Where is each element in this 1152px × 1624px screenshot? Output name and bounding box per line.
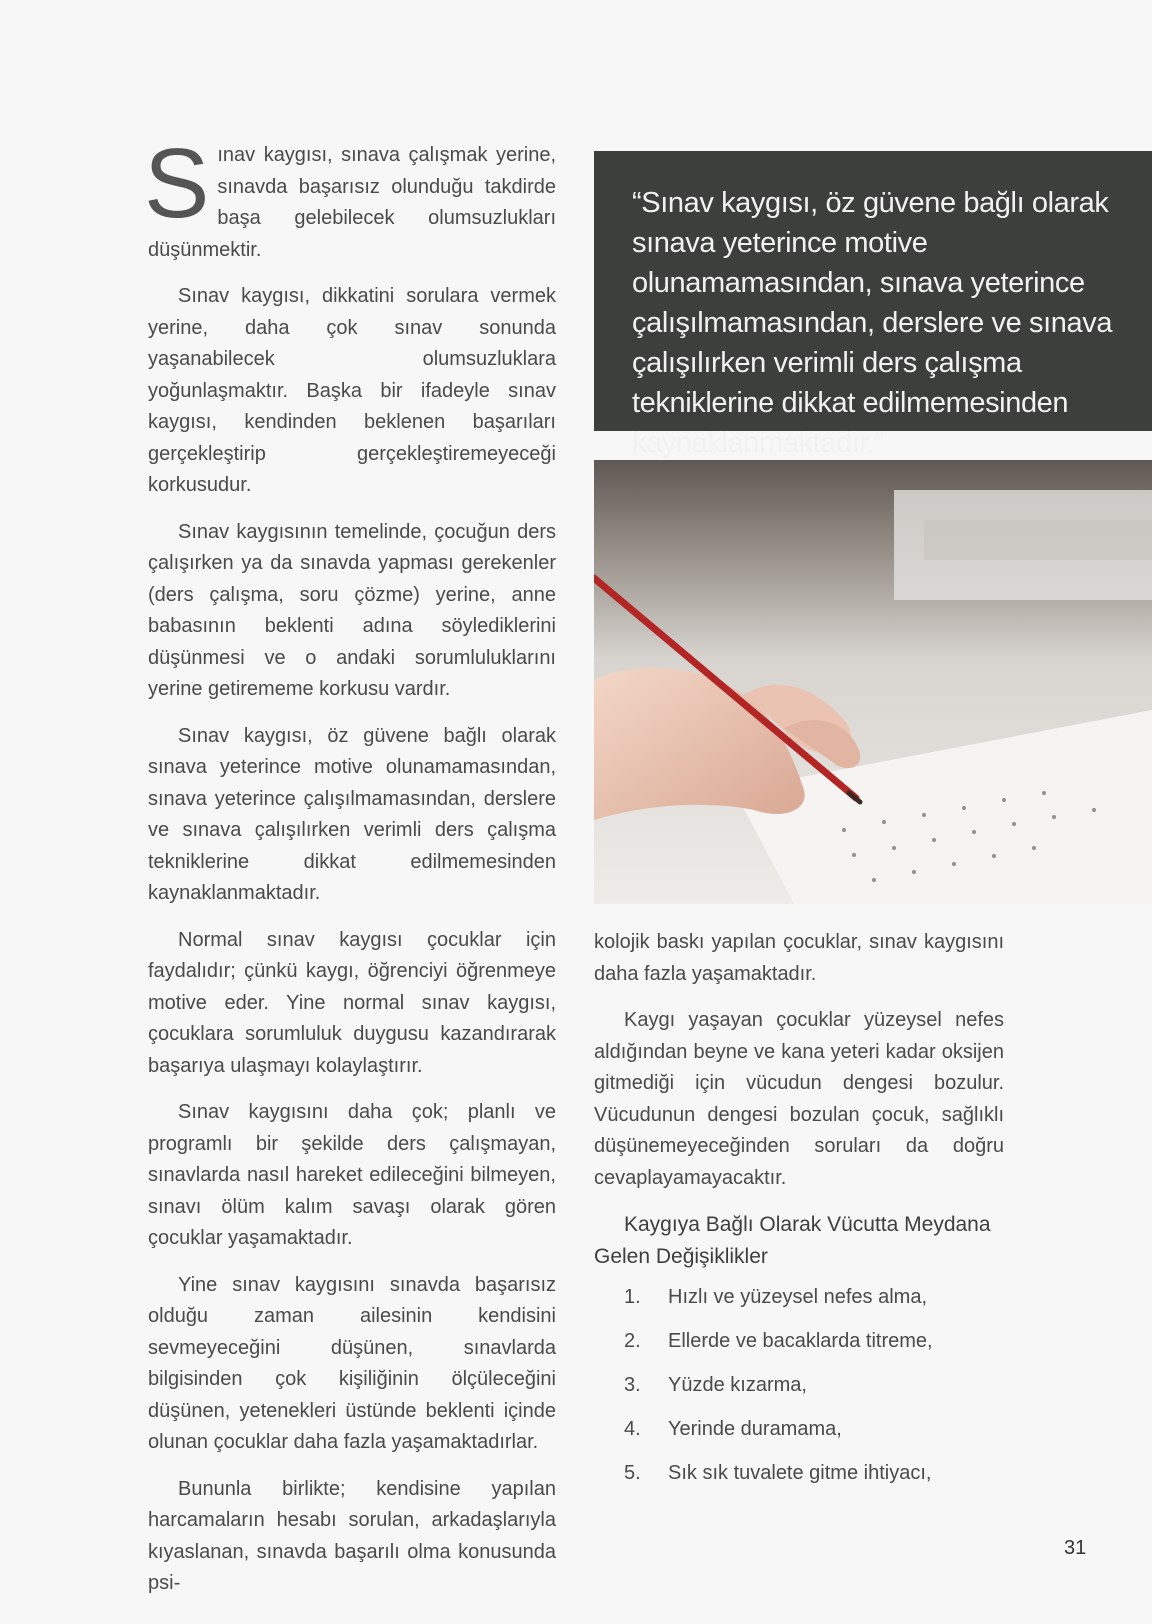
drop-cap: S bbox=[144, 128, 210, 238]
paragraph: Sınav kaygısının temelinde, çocuğun ders çalışırken ya da sınavda yapması gerekenler (ders çalışma, soru çözme) yerine, anne babasının beklenti adına söylediklerini düşünmesi ve o andaki sorumluluklarını yerine getirememe korkusu vardır. bbox=[148, 520, 556, 700]
list-item bbox=[594, 1282, 1004, 1326]
list-item bbox=[594, 1326, 1004, 1370]
list-text: Yüzde kızarma, bbox=[668, 1374, 807, 1396]
left-column bbox=[144, 128, 556, 1615]
list-number: 3. bbox=[624, 1374, 641, 1396]
list-text: Yerinde duramama, bbox=[668, 1418, 842, 1440]
pull-quote-box bbox=[594, 151, 1152, 459]
symptom-list bbox=[594, 1282, 1004, 1502]
paragraph: Sınav kaygısı, öz güvene bağlı olarak sınava yeterince motive olunamamasından, sınava yeterince çalışılmamasından, derslere ve sınava çalışılırken verimli ders çalışma tekniklerine dikkat edilmemesinden kaynaklanmaktadır. bbox=[148, 724, 556, 904]
section-heading: Kaygıya Bağlı Olarak Vücutta Meydana Gelen Değişiklikler bbox=[594, 1213, 991, 1268]
list-text: Sık sık tuvalete gitme ihtiyacı, bbox=[668, 1462, 932, 1484]
paragraph: kolojik baskı yapılan çocuklar, sınav kaygısını daha fazla yaşamaktadır. bbox=[594, 931, 1004, 985]
paragraph-text: ınav kaygısı, sınava çalışmak yerine, sınavda başarısız olunduğu takdirde başa gelebilecek olumsuzlukları düşünmektir. bbox=[148, 144, 556, 261]
list-number: 4. bbox=[624, 1418, 641, 1440]
list-item bbox=[594, 1458, 1004, 1502]
list-number: 2. bbox=[624, 1330, 641, 1352]
list-number: 5. bbox=[624, 1462, 641, 1484]
list-text: Ellerde ve bacaklarda titreme, bbox=[668, 1330, 933, 1352]
paragraph: Sınav kaygısını daha çok; planlı ve programlı bir şekilde ders çalışmayan, sınavlarda nasıl hareket edileceğini bilmeyen, sınavı ölüm kalım savaşı olarak gören çocuklar yaşamaktadır. bbox=[148, 1101, 556, 1249]
list-number: 1. bbox=[624, 1286, 641, 1308]
paragraph: Normal sınav kaygısı çocuklar için faydalıdır; çünkü kaygı, öğrenciyi öğrenmeye motive eder. Yine normal sınav kaygısı, çocuklara sorumluluk duygusu kazandırarak başarıya ulaşmayı kolaylaştırır. bbox=[148, 928, 556, 1077]
page-number: 31 bbox=[1064, 1537, 1087, 1559]
paragraph: Yine sınav kaygısını sınavda başarısız olduğu zaman ailesinin kendisini sevmeyeceğini düşünen, sınavlarda bilgisinden çok kişiliğinin ölçüleceğini düşünen, yetenekleri üstünde beklenti içinde olunan çocuklar daha fazla yaşamaktadırlar. bbox=[148, 1273, 556, 1453]
exam-photo bbox=[594, 460, 1152, 904]
paragraph: Kaygı yaşayan çocuklar yüzeysel nefes aldığından beyne ve kana yeteri kadar oksijen gitmediği için vücudun dengesi bozulur. Vücudunun dengesi bozulan çocuk, sağlıklı düşünemeyeceğinden soruları da doğru cevaplayamayacaktır. bbox=[594, 1009, 1004, 1189]
list-item bbox=[594, 1414, 1004, 1458]
list-item bbox=[594, 1370, 1004, 1414]
list-text: Hızlı ve yüzeysel nefes alma, bbox=[668, 1286, 927, 1308]
pull-quote-text: “Sınav kaygısı, öz güvene bağlı olarak sınava yeterince motive olunamamasından, sınava yeterince çalışılmamasından, derslere ve sınava çalışılırken verimli ders çalışma tekniklerine dikkat edilmemesinden kaynaklanmaktadır.” bbox=[632, 187, 1113, 459]
intro-paragraph bbox=[144, 128, 556, 266]
right-column bbox=[594, 927, 1004, 1502]
exam-photo-illustration bbox=[594, 460, 1152, 904]
paragraph: Bununla birlikte; kendisine yapılan harcamaların hesabı sorulan, arkadaşlarıyla kıyaslanan, sınavda başarılı olma konusunda psi- bbox=[148, 1477, 556, 1594]
paragraph: Sınav kaygısı, dikkatini sorulara vermek yerine, daha çok sınav sonunda yaşanabilecek olumsuzluklara yoğunlaşmaktır. Başka bir ifadeyle sınav kaygısı, kendinden beklenen başarıları gerçekleştirip gerçekleştiremeyeceği korkusudur. bbox=[148, 285, 556, 496]
